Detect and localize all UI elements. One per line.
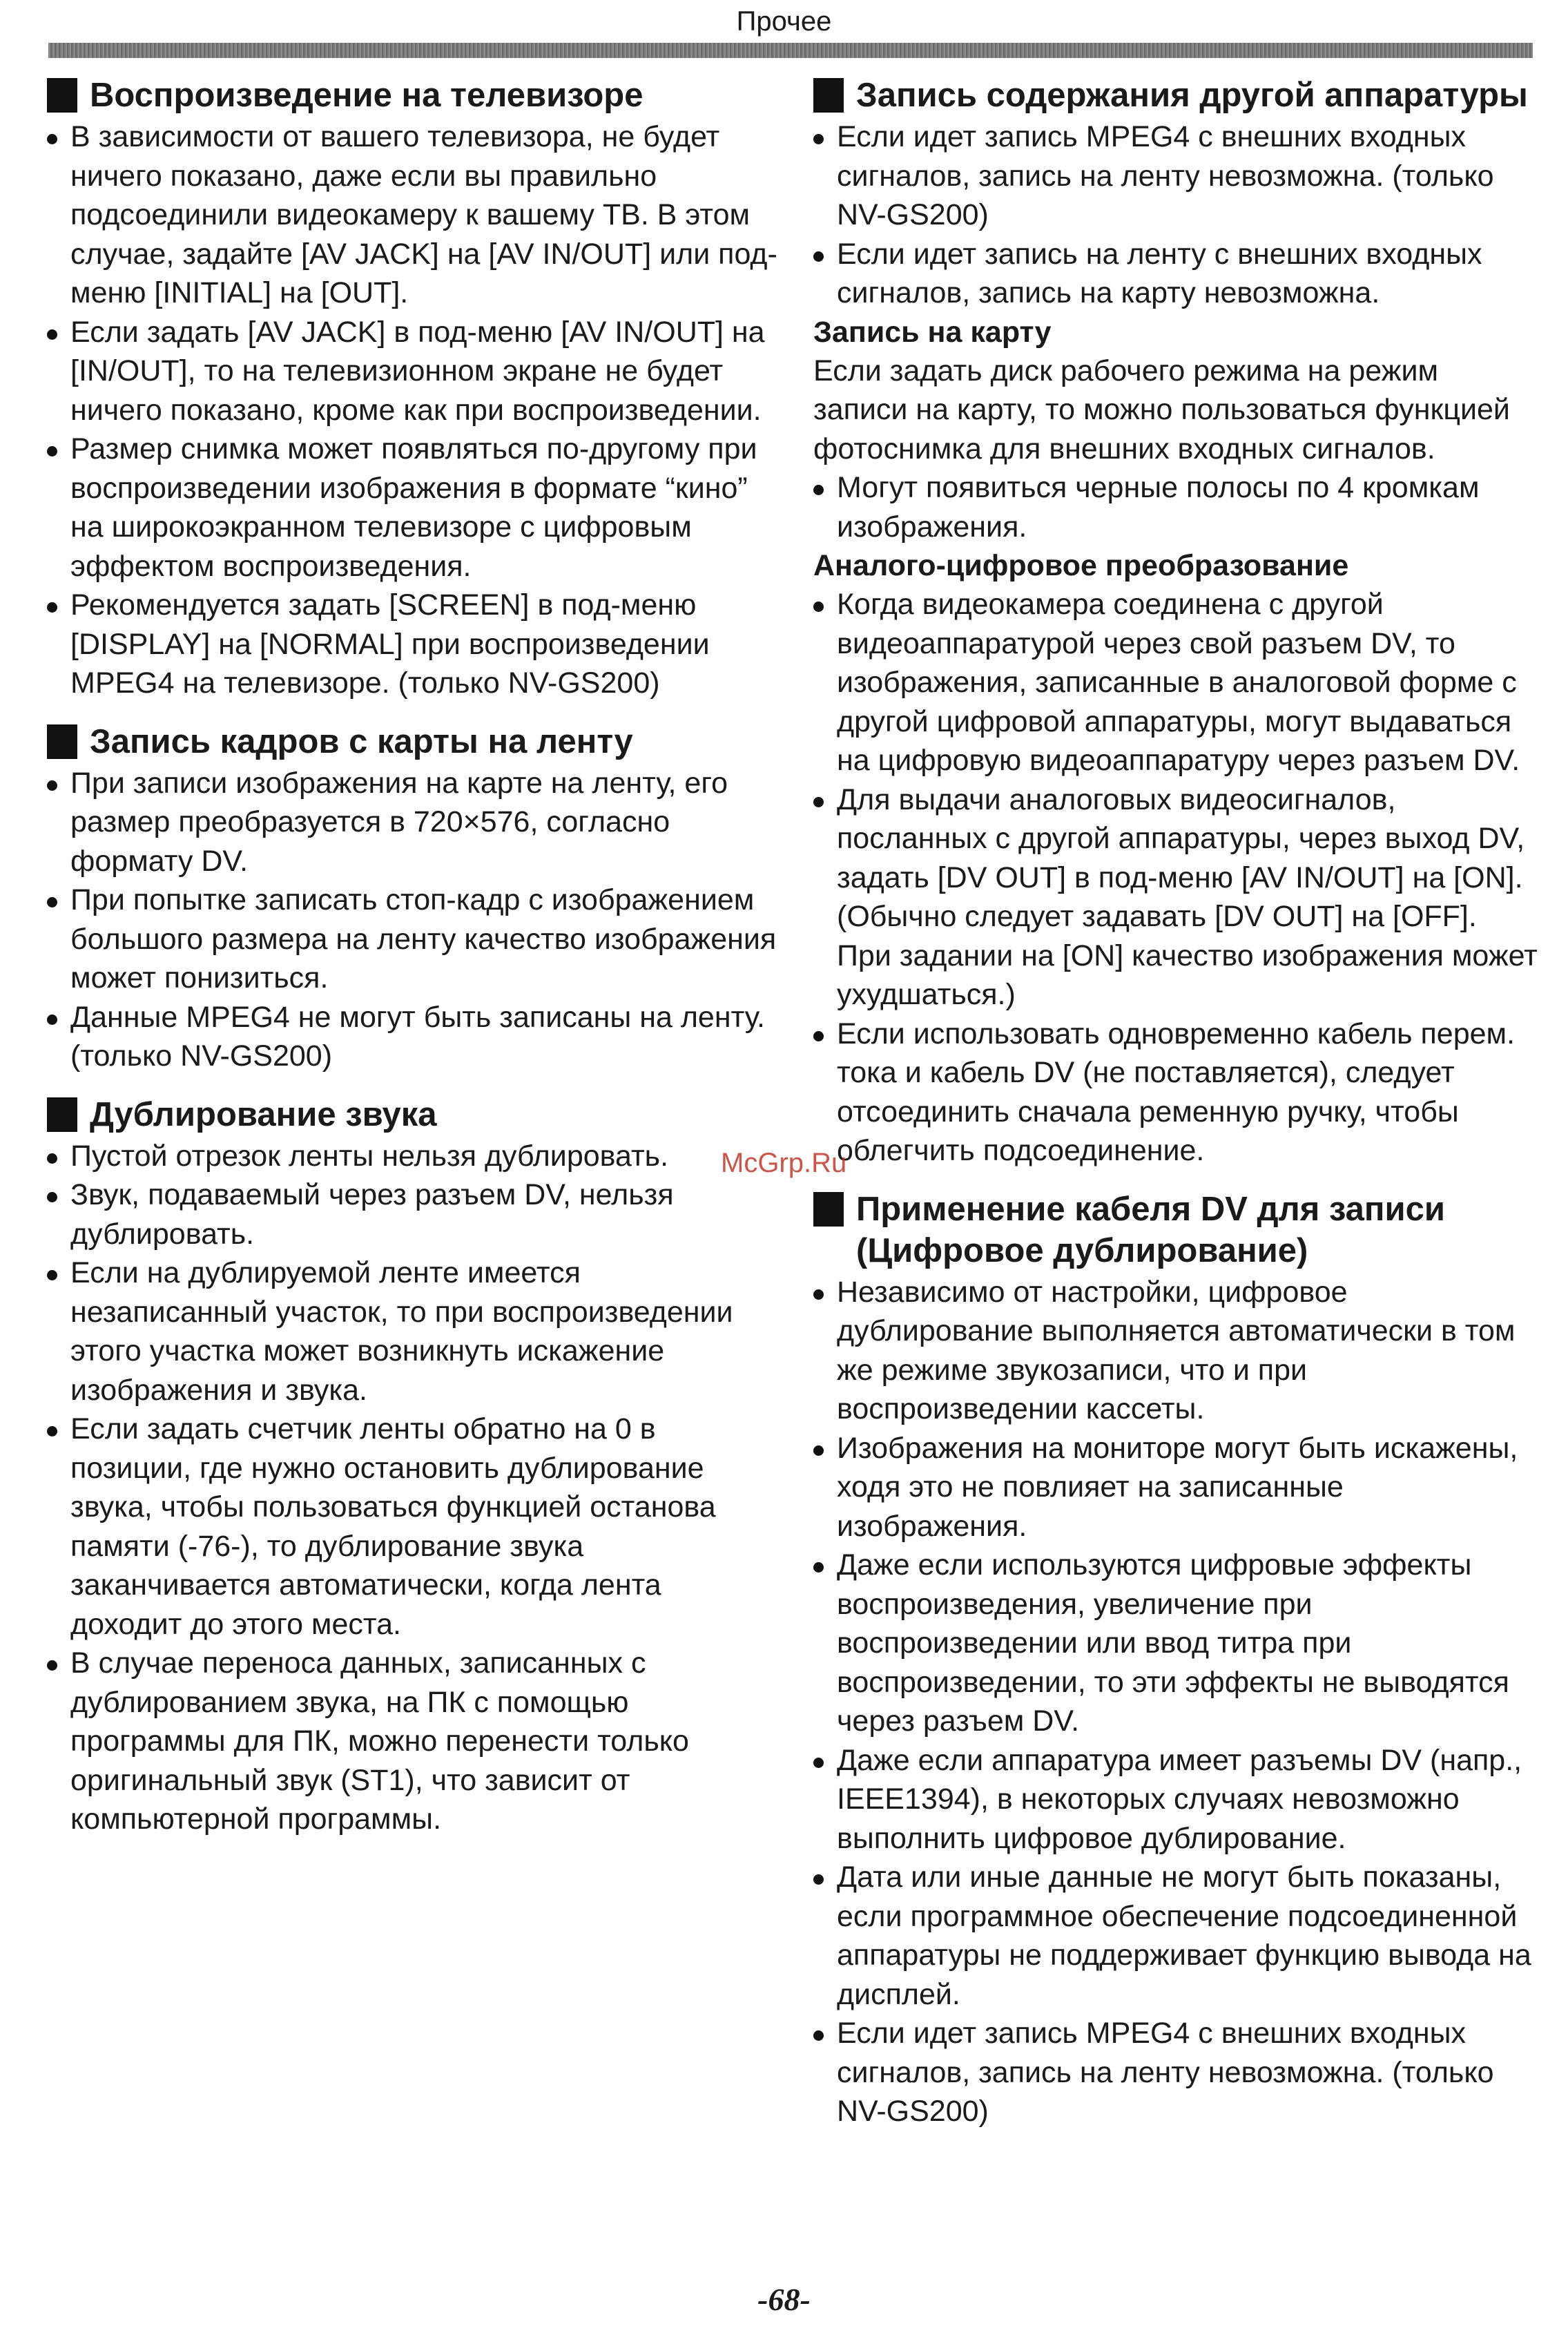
bullet-text: Независимо от настройки, цифровое дублирование выполняется автоматически в том же режиме звукозаписи, что и при воспроизведении кассеты. bbox=[837, 1275, 1516, 1425]
right-column bbox=[813, 75, 1538, 2149]
bullet-item bbox=[47, 1253, 779, 1410]
bullet-icon bbox=[813, 251, 824, 262]
bullet-icon bbox=[47, 1015, 57, 1025]
bullet-list bbox=[813, 468, 1538, 546]
bullet-list bbox=[47, 117, 779, 703]
bullet-text: Рекомендуется задать [SCREEN] в под-меню [DISPLAY] на [NORMAL] при воспроизведении MPEG4 на телевизоре. (только NV-GS200) bbox=[70, 588, 710, 700]
bullet-item bbox=[47, 313, 779, 430]
section-title-text: Применение кабеля DV для записи (Цифровое дублирование) bbox=[856, 1190, 1446, 1269]
bullet-icon bbox=[47, 329, 57, 340]
section-title bbox=[47, 1094, 779, 1135]
bullet-item bbox=[47, 430, 779, 586]
bullet-item bbox=[813, 2014, 1538, 2131]
bullet-icon bbox=[813, 2030, 824, 2041]
header-band bbox=[48, 43, 1533, 58]
section-marker-icon bbox=[47, 724, 77, 759]
bullet-icon bbox=[47, 1192, 57, 1202]
section-marker-icon bbox=[47, 78, 77, 113]
section-title bbox=[813, 75, 1538, 116]
subsection-title-analog-digital: Аналого-цифровое преобразование bbox=[813, 549, 1349, 582]
bullet-text: В зависимости от вашего телевизора, не будет ничего показано, даже если вы правильно подсоединили видеокамеру к вашему ТВ. В этом случае, задайте [AV JACK] на [AV IN/OUT] или под-меню [INITIAL] на [OUT]. bbox=[70, 120, 777, 309]
bullet-text: Если идет запись на ленту с внешних входных сигналов, запись на карту невозможна. bbox=[837, 237, 1482, 309]
bullet-text: Даже если используются цифровые эффекты воспроизведения, увеличение при воспроизведении или ввод титра при воспроизведении, то эти эффекты не выводятся через разъем DV. bbox=[837, 1548, 1509, 1738]
bullet-text: Дата или иные данные не могут быть показаны, если программное обеспечение подсоединенной аппаратуры не поддерживает функцию вывода на дисплей. bbox=[837, 1861, 1531, 2011]
bullet-text: Размер снимка может появляться по-другому при воспроизведении изображения в формате “кино” на широкоэкранном телевизоре с цифровым эффектом воспроизведения. bbox=[70, 432, 757, 583]
bullet-icon bbox=[47, 1426, 57, 1436]
bullet-text: Даже если аппаратура имеет разъемы DV (напр., IEEE1394), в некоторых случаях невозможно выполнить цифровое дублирование. bbox=[837, 1743, 1522, 1855]
section-title-text: Воспроизведение на телевизоре bbox=[90, 77, 643, 114]
bullet-icon bbox=[813, 602, 824, 612]
section-title-text: Дублирование звука bbox=[90, 1095, 437, 1133]
bullet-icon bbox=[47, 1270, 57, 1280]
bullet-item bbox=[47, 1137, 779, 1176]
section-audio-dubbing bbox=[47, 1094, 779, 1839]
bullet-icon bbox=[813, 1562, 824, 1573]
bullet-icon bbox=[813, 134, 824, 144]
bullet-list bbox=[47, 1137, 779, 1839]
bullet-icon bbox=[813, 1758, 824, 1768]
bullet-list bbox=[47, 764, 779, 1076]
bullet-text: Изображения на мониторе могут быть искажены, ходя это не повлияет на записанные изображения. bbox=[837, 1431, 1518, 1543]
section-title bbox=[47, 75, 779, 116]
bullet-icon bbox=[47, 602, 57, 613]
bullet-text: Если задать [AV JACK] в под-меню [AV IN/OUT] на [IN/OUT], то на телевизионном экране не будет ничего показано, кроме как при воспроизведении. bbox=[70, 315, 765, 427]
bullet-item bbox=[813, 235, 1538, 313]
bullet-text: При записи изображения на карте на ленту, его размер преобразуется в 720×576, согласно формату DV. bbox=[70, 766, 728, 878]
bullet-item bbox=[47, 1175, 779, 1253]
bullet-item bbox=[47, 764, 779, 881]
bullet-item bbox=[813, 1015, 1538, 1171]
section-title bbox=[47, 721, 779, 762]
bullet-icon bbox=[47, 446, 57, 456]
bullet-icon bbox=[813, 1445, 824, 1456]
bullet-item bbox=[813, 1741, 1538, 1858]
left-column bbox=[47, 75, 779, 1857]
bullet-icon bbox=[813, 1874, 824, 1885]
page-number: -68- bbox=[757, 2282, 811, 2317]
bullet-text: Если на дублируемой ленте имеется незаписанный участок, то при воспроизведении этого участка может возникнуть искажение изображения и звука. bbox=[70, 1256, 733, 1407]
bullet-icon bbox=[47, 897, 57, 907]
section-title-text: Запись кадров с карты на ленту bbox=[90, 722, 633, 760]
bullet-list bbox=[813, 1273, 1538, 2131]
bullet-item bbox=[813, 1546, 1538, 1741]
bullet-item bbox=[813, 468, 1538, 546]
bullet-item bbox=[47, 1410, 779, 1644]
bullet-text: В случае переноса данных, записанных с дублированием звука, на ПК с помощью программы для ПК, можно перенести только оригинальный звук (ST1), что зависит от компьютерной программы. bbox=[70, 1646, 689, 1836]
page-header-title: Прочее bbox=[736, 6, 832, 37]
bullet-item bbox=[813, 117, 1538, 235]
bullet-item bbox=[813, 585, 1538, 780]
bullet-item bbox=[813, 780, 1538, 1015]
bullet-item bbox=[813, 1858, 1538, 2014]
bullet-item bbox=[813, 1429, 1538, 1546]
section-marker-icon bbox=[813, 78, 844, 113]
bullet-icon bbox=[813, 1289, 824, 1300]
subsection-title-card-recording: Запись на карту bbox=[813, 315, 1052, 349]
section-marker-icon bbox=[813, 1192, 844, 1227]
bullet-icon bbox=[47, 780, 57, 791]
bullet-item bbox=[47, 1644, 779, 1839]
section-card-to-tape bbox=[47, 721, 779, 1076]
bullet-text: При попытке записать стоп-кадр с изображением большого размера на ленту качество изображения может понизиться. bbox=[70, 883, 777, 994]
bullet-list bbox=[813, 585, 1538, 1171]
section-external-recording bbox=[813, 75, 1538, 1171]
paragraph-card-recording: Если задать диск рабочего режима на режим записи на карту, то можно пользоваться функцией фотоснимка для внешних входных сигналов. bbox=[813, 354, 1510, 465]
bullet-item bbox=[47, 586, 779, 703]
bullet-text: Звук, подаваемый через разъем DV, нельзя дублировать. bbox=[70, 1178, 674, 1251]
bullet-text: Когда видеокамера соединена с другой видеоаппаратурой через свой разъем DV, то изображения, записанные в аналоговой форме с другой цифровой аппаратуры, могут выдаваться на цифровую видеоаппаратуру через разъем DV. bbox=[837, 588, 1520, 777]
bullet-icon bbox=[47, 1153, 57, 1164]
bullet-item bbox=[813, 1273, 1538, 1429]
section-title-text: Запись содержания другой аппаратуры bbox=[856, 77, 1528, 114]
section-tv-playback bbox=[47, 75, 779, 703]
bullet-item bbox=[47, 117, 779, 313]
bullet-icon bbox=[813, 797, 824, 807]
bullet-item bbox=[47, 998, 779, 1076]
section-dv-cable-dubbing bbox=[813, 1189, 1538, 2131]
bullet-list bbox=[813, 117, 1538, 313]
bullet-item bbox=[47, 881, 779, 998]
section-marker-icon bbox=[47, 1097, 77, 1132]
bullet-text: Данные MPEG4 не могут быть записаны на ленту. (только NV-GS200) bbox=[70, 1000, 765, 1073]
bullet-icon bbox=[813, 485, 824, 495]
bullet-text: Если задать счетчик ленты обратно на 0 в позиции, где нужно остановить дублирование звука, чтобы пользоваться функцией останова памяти (-76-), то дублирование звука заканчивается автоматически, когда лента доходит до этого места. bbox=[70, 1412, 716, 1641]
bullet-text: Если идет запись MPEG4 с внешних входных сигналов, запись на ленту невозможна. (только NV-GS200) bbox=[837, 2017, 1494, 2128]
bullet-icon bbox=[47, 134, 57, 144]
bullet-text: Если использовать одновременно кабель перем. тока и кабель DV (не поставляется), следует отсоединить сначала ременную ручку, чтобы облегчить подсоединение. bbox=[837, 1017, 1516, 1167]
bullet-text: Пустой отрезок ленты нельзя дублировать. bbox=[70, 1139, 669, 1173]
bullet-icon bbox=[813, 1031, 824, 1041]
bullet-text: Для выдачи аналоговых видеосигналов, посланных с другой аппаратуры, через выход DV, задать [DV OUT] в под-меню [AV IN/OUT] на [ON]. (Обычно следует задавать [DV OUT] на [OFF]. При задании на [ON] качество изображения может ухудшаться.) bbox=[837, 782, 1538, 1011]
bullet-text: Могут появиться черные полосы по 4 кромкам изображения. bbox=[837, 471, 1480, 544]
bullet-icon bbox=[47, 1660, 57, 1671]
section-title bbox=[813, 1189, 1538, 1271]
watermark: McGrp.Ru bbox=[721, 1148, 847, 1178]
bullet-text: Если идет запись MPEG4 с внешних входных сигналов, запись на ленту невозможна. (только NV-GS200) bbox=[837, 120, 1494, 231]
